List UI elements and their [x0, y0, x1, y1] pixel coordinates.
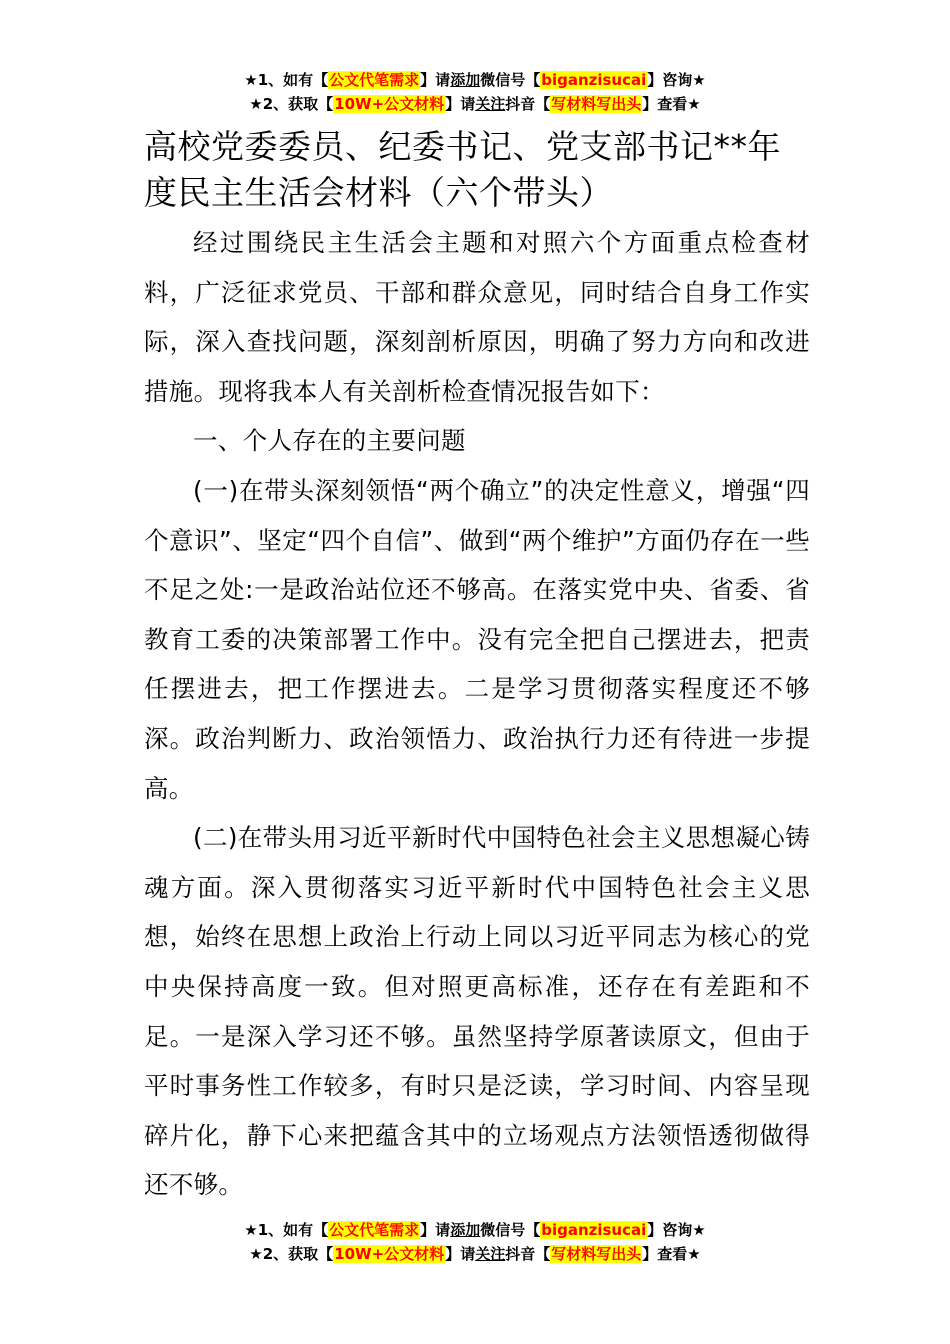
promo-highlight-douyin: 写材料写出头 — [551, 95, 642, 113]
promo-text: 抖音【 — [505, 1245, 551, 1263]
promo-line-1 — [0, 1218, 950, 1242]
promo-text: 】咨询★ — [647, 71, 706, 89]
promo-text: 抖音【 — [505, 95, 551, 113]
promo-underline: 添加 — [450, 71, 481, 89]
promo-text: ★2、获取【 — [249, 95, 334, 113]
promo-banner-bottom — [0, 1218, 950, 1266]
section-heading: 一、个人存在的主要问题 — [193, 426, 466, 456]
promo-text: ★2、获取【 — [249, 1245, 334, 1263]
promo-line-2 — [0, 92, 950, 116]
promo-underline: 添加 — [450, 1221, 481, 1239]
promo-line-1 — [0, 68, 950, 92]
promo-highlight: 公文代笔需求 — [329, 1221, 420, 1239]
promo-highlight: 公文代笔需求 — [329, 71, 420, 89]
paragraph-issue-2: (二)在带头用习近平新时代中国特色社会主义思想凝心铸魂方面。深入贯彻落实习近平新时代中国特色社会主义思想，始终在思想上政治上行动上同以习近平同志为核心的党中央保持高度一致。但对照更高标准，还存在有差距和不足。一是深入学习还不够。虽然坚持学原著读原文，但由于平时事务性工作较多，有时只是泛读，学习时间、内容呈现碎片化，静下心来把蕴含其中的立场观点方法领悟透彻做得还不够。 — [144, 823, 810, 1200]
promo-text: 】请 — [445, 95, 476, 113]
promo-text: ★1、如有【 — [244, 71, 329, 89]
document-body — [144, 124, 810, 1210]
promo-text: 微信号【 — [480, 71, 541, 89]
document-title: 高校党委委员、纪委书记、党支部书记**年度民主生活会材料（六个带头） — [144, 127, 781, 212]
promo-text: 】请 — [445, 1245, 476, 1263]
promo-highlight-douyin: 写材料写出头 — [551, 1245, 642, 1263]
paragraph-issue-1: (一)在带头深刻领悟“两个确立”的决定性意义，增强“四个意识”、坚定“四个自信”、做到“两个维护”方面仍存在一些不足之处:一是政治站位还不够高。在落实党中央、省委、省教育工委的决策部署工作中。没有完全把自己摆进去，把责任摆进去，把工作摆进去。二是学习贯彻落实程度还不够深。政治判断力、政治领悟力、政治执行力还有待进一步提高。 — [144, 475, 810, 803]
promo-text: 】查看★ — [642, 1245, 701, 1263]
promo-banner-top — [0, 68, 950, 116]
promo-highlight-wechat-id: biganzisucai — [541, 1221, 647, 1239]
promo-underline: 关注 — [475, 1245, 506, 1263]
paragraph-intro: 经过围绕民主生活会主题和对照六个方面重点检查材料，广泛征求党员、干部和群众意见，同时结合自身工作实际，深入查找问题，深刻剖析原因，明确了努力方向和改进措施。现将我本人有关剖析检查情况报告如下： — [144, 228, 810, 406]
promo-highlight: 10W+公文材料 — [334, 1245, 445, 1263]
promo-text: 】请 — [420, 1221, 451, 1239]
promo-highlight: 10W+公文材料 — [334, 95, 445, 113]
promo-highlight-wechat-id: biganzisucai — [541, 71, 647, 89]
promo-text: 微信号【 — [480, 1221, 541, 1239]
promo-text: 】咨询★ — [647, 1221, 706, 1239]
promo-text: ★1、如有【 — [244, 1221, 329, 1239]
promo-line-2 — [0, 1242, 950, 1266]
promo-underline: 关注 — [475, 95, 506, 113]
promo-text: 】请 — [420, 71, 451, 89]
promo-text: 】查看★ — [642, 95, 701, 113]
